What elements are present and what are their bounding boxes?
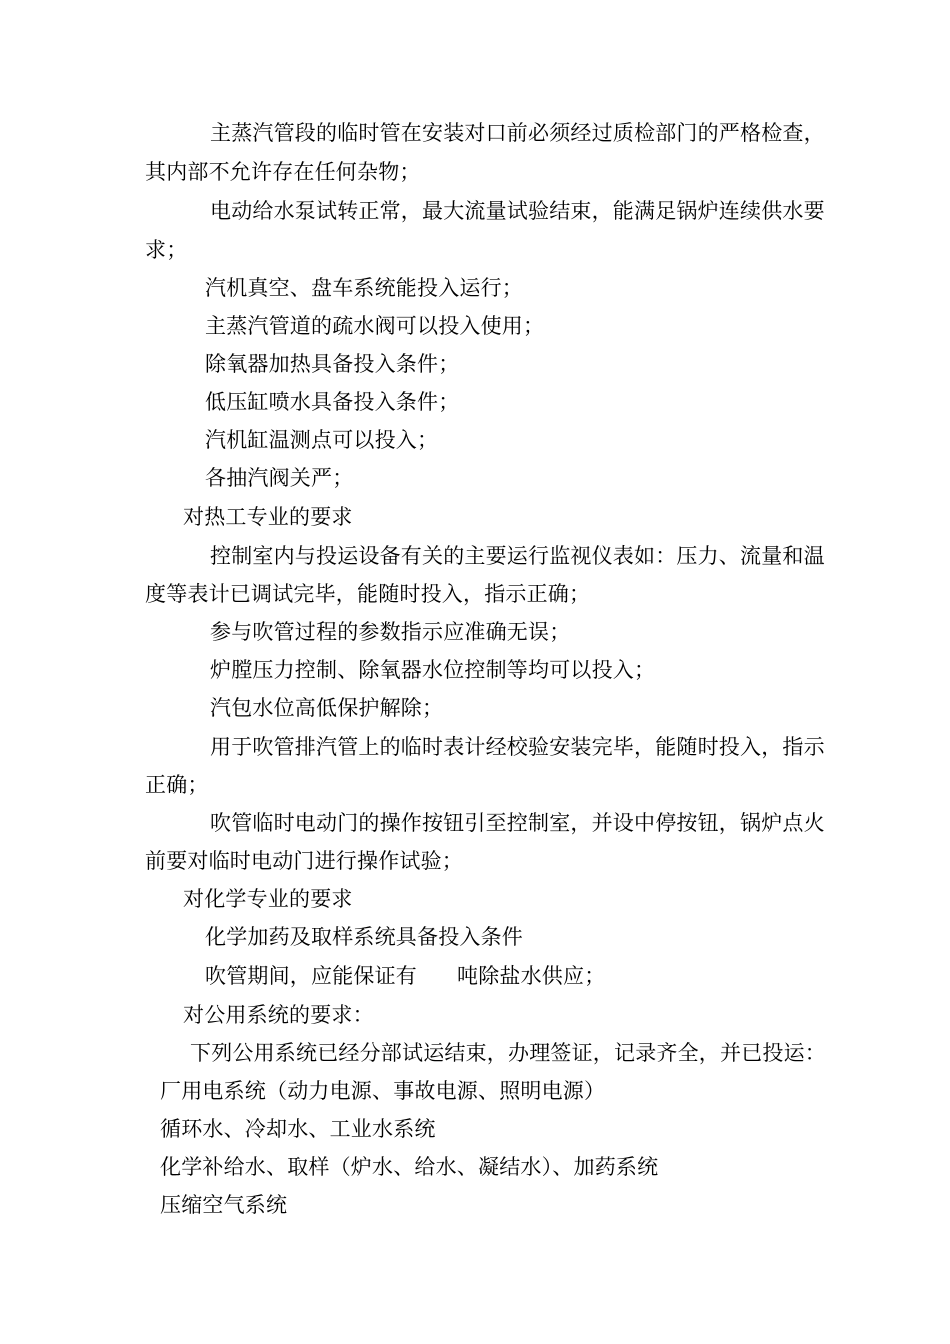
- section-heading: 对化学专业的要求: [183, 887, 353, 911]
- paragraph-line: 化学加药及取样系统具备投入条件: [205, 925, 523, 949]
- paragraph-line: [205, 964, 605, 988]
- paragraph-line: 各抽汽阀关严；: [205, 466, 354, 490]
- paragraph-line: 正确；: [145, 773, 209, 797]
- list-item: 厂用电系统（动力电源、事故电源、照明电源）: [160, 1079, 606, 1103]
- list-item: 压缩空气系统: [160, 1193, 288, 1217]
- paragraph-line: 汽包水位高低保护解除；: [210, 696, 444, 720]
- paragraph-line: 下列公用系统已经分部试运结束，办理签证，记录齐全，并已投运：: [190, 1041, 826, 1065]
- paragraph-line: 汽机真空、盘车系统能投入运行；: [205, 276, 523, 300]
- paragraph-line: 其内部不允许存在任何杂物；: [145, 160, 421, 184]
- paragraph-line: 主蒸汽管段的临时管在安装对口前必须经过质检部门的严格检查，: [210, 121, 825, 145]
- paragraph-text: 吹管期间，应能保证有: [205, 964, 417, 988]
- section-heading: 对公用系统的要求：: [183, 1003, 374, 1027]
- paragraph-line: 汽机缸温测点可以投入；: [205, 428, 439, 452]
- paragraph-line: 度等表计已调试完毕，能随时投入，指示正确；: [145, 582, 591, 606]
- paragraph-line: 用于吹管排汽管上的临时表计经校验安装完毕，能随时投入，指示: [210, 735, 825, 759]
- paragraph-line: 前要对临时电动门进行操作试验；: [145, 849, 463, 873]
- section-heading: 对热工专业的要求: [183, 505, 353, 529]
- paragraph-line: 求；: [145, 238, 188, 262]
- paragraph-line: 电动给水泵试转正常，最大流量试验结束，能满足锅炉连续供水要: [210, 199, 825, 223]
- list-item: 化学补给水、取样（炉水、给水、凝结水）、加药系统: [160, 1155, 659, 1179]
- paragraph-line: 参与吹管过程的参数指示应准确无误；: [210, 620, 571, 644]
- paragraph-line: 主蒸汽管道的疏水阀可以投入使用；: [205, 314, 545, 338]
- paragraph-line: 吹管临时电动门的操作按钮引至控制室，并设中停按钮，锅炉点火: [210, 811, 825, 835]
- paragraph-line: 控制室内与投运设备有关的主要运行监视仪表如：压力、流量和温: [210, 544, 825, 568]
- list-item: 循环水、冷却水、工业水系统: [160, 1117, 436, 1141]
- paragraph-text: 吨除盐水供应；: [457, 964, 606, 988]
- paragraph-line: 低压缸喷水具备投入条件；: [205, 390, 460, 414]
- paragraph-line: 炉膛压力控制、除氧器水位控制等均可以投入；: [210, 658, 656, 682]
- paragraph-line: 除氧器加热具备投入条件；: [205, 352, 460, 376]
